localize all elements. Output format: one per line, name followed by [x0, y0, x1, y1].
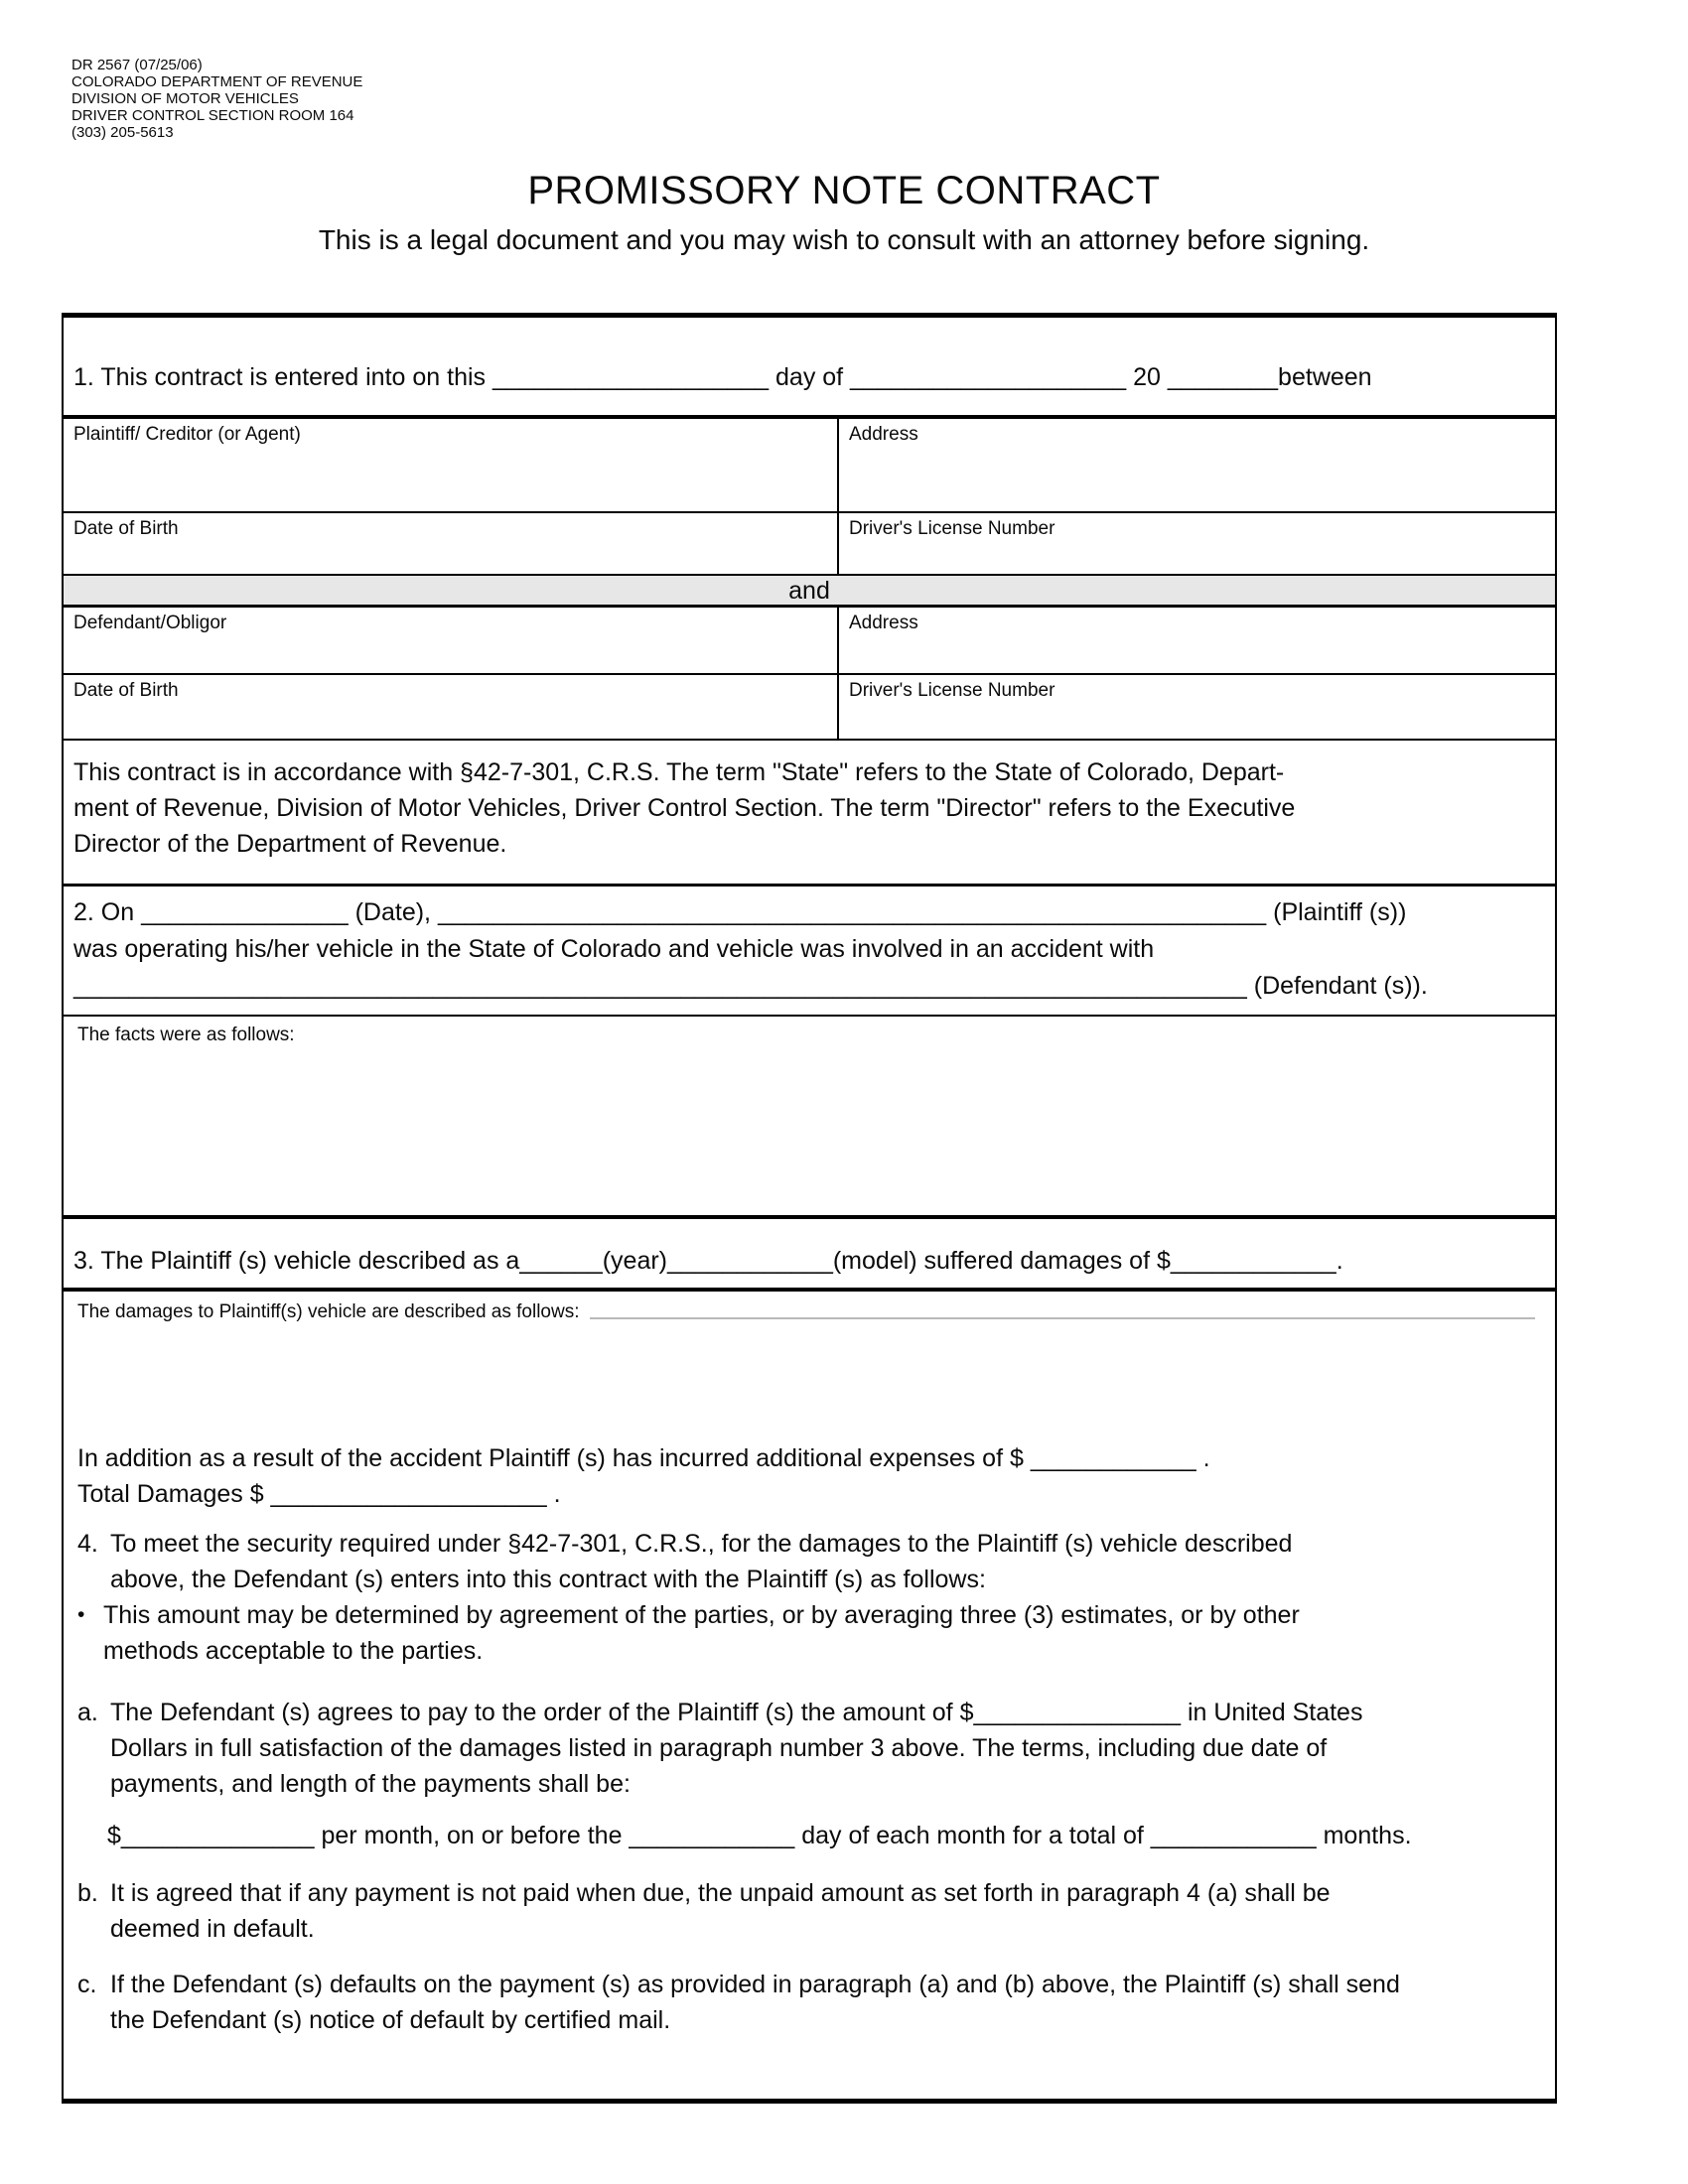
item-a-line-1: The Defendant (s) agrees to pay to the order of the Plaintiff (s) the amount of $_______________ in United States — [110, 1699, 1363, 1726]
plaintiff-name-address-row — [64, 419, 1555, 511]
defendant-name-label: Defendant/Obligor — [73, 613, 227, 633]
defendant-dob-license-row — [64, 673, 1555, 739]
item-b — [77, 1875, 1541, 1947]
item-b-marker: b. — [77, 1879, 98, 1907]
section2-line-3: _____________________________________________________________________________________ (Defendant (s)). — [73, 972, 1428, 1000]
damages-detail-box — [64, 1292, 1555, 2099]
item-c-line-2: the Defendant (s) notice of default by certified mail. — [110, 2006, 671, 2034]
item-a-line-2: Dollars in full satisfaction of the damages listed in paragraph number 3 above. The terms, including due date of — [110, 1734, 1328, 1762]
item-b-lines — [110, 1875, 1541, 1947]
plaintiff-dob-license-row — [64, 511, 1555, 574]
bullet-line-2: methods acceptable to the parties. — [103, 1637, 484, 1665]
bullet-lines — [103, 1597, 1541, 1669]
bullet-icon: • — [77, 1603, 85, 1626]
accordance-line-1: This contract is in accordance with §42-7-301, C.R.S. The term "State" refers to the State of Colorado, Depart- — [73, 758, 1285, 786]
section2-line-2: was operating his/her vehicle in the State of Colorado and vehicle was involved in an accident with — [73, 935, 1155, 963]
damages-description-writing-line — [590, 1317, 1535, 1319]
item-c-lines — [110, 1967, 1541, 2038]
section4-intro-lines — [110, 1526, 1541, 1597]
defendant-name-address-row — [64, 608, 1555, 673]
division-name: DIVISION OF MOTOR VEHICLES — [71, 90, 299, 107]
item-a-lines — [110, 1695, 1541, 1802]
agency-name: COLORADO DEPARTMENT OF REVENUE — [71, 73, 363, 90]
plaintiff-address-label: Address — [849, 424, 918, 445]
defendant-address-label: Address — [849, 613, 918, 633]
field-defendant-address[interactable] — [839, 608, 1555, 673]
section4-marker: 4. — [77, 1530, 98, 1558]
section4-intro — [77, 1526, 1541, 1597]
legal-notice-subtitle: This is a legal document and you may wish to consult with an attorney before signing. — [318, 224, 1370, 255]
section1-contract-date-line: 1. This contract is entered into on this ____________________ day of ____________________ 20 ________between — [64, 318, 1555, 419]
section4-intro-line-1: To meet the security required under §42-7-301, C.R.S., for the damages to the Plaintiff (s) vehicle described — [110, 1530, 1293, 1558]
item-b-line-1: It is agreed that if any payment is not paid when due, the unpaid amount as set forth in paragraph 4 (a) shall be — [110, 1879, 1331, 1907]
facts-label: The facts were as follows: — [77, 1024, 295, 1045]
form-number: DR 2567 (07/25/06) — [71, 57, 203, 73]
and-separator-row: and — [64, 574, 1555, 608]
field-plaintiff-address[interactable] — [839, 419, 1555, 511]
section2-line-1: 2. On _______________ (Date), ____________________________________________________________ (Plaintiff (s)) — [73, 898, 1407, 926]
item-c-marker: c. — [77, 1971, 97, 1998]
form-header-block — [71, 57, 362, 141]
page-title: PROMISSORY NOTE CONTRACT — [527, 169, 1161, 212]
section4-intro-line-2: above, the Defendant (s) enters into this contract with the Plaintiff (s) as follows: — [110, 1566, 986, 1593]
item-a-line-3: payments, and length of the payments shall be: — [110, 1770, 631, 1798]
plaintiff-license-label: Driver's License Number — [849, 518, 1055, 539]
plaintiff-dob-label: Date of Birth — [73, 518, 179, 539]
field-defendant-name[interactable] — [64, 608, 839, 673]
plaintiff-name-label: Plaintiff/ Creditor (or Agent) — [73, 424, 301, 445]
field-plaintiff-dob[interactable] — [64, 513, 839, 574]
defendant-license-label: Driver's License Number — [849, 680, 1055, 701]
field-defendant-license[interactable] — [839, 675, 1555, 739]
phone-number: (303) 205-5613 — [71, 124, 174, 141]
item-b-line-2: deemed in default. — [110, 1915, 315, 1943]
additional-expenses-line: In addition as a result of the accident Plaintiff (s) has incurred additional expenses of $ ____________ . — [77, 1444, 1210, 1472]
section2-accident-statement — [64, 887, 1555, 1017]
facts-entry-box[interactable] — [64, 1017, 1555, 1219]
item-c-line-1: If the Defendant (s) defaults on the payment (s) as provided in paragraph (a) and (b) above, the Plaintiff (s) shall send — [110, 1971, 1400, 1998]
contract-form-box — [62, 313, 1557, 2104]
payment-terms-line: $______________ per month, on or before the ____________ day of each month for a total of ____________ months. — [107, 1822, 1412, 1849]
item-a-marker: a. — [77, 1699, 98, 1726]
accordance-line-2: ment of Revenue, Division of Motor Vehicles, Driver Control Section. The term "Director" refers to the Executive — [73, 794, 1296, 822]
defendant-dob-label: Date of Birth — [73, 680, 179, 701]
field-plaintiff-license[interactable] — [839, 513, 1555, 574]
field-defendant-dob[interactable] — [64, 675, 839, 739]
accordance-paragraph — [64, 739, 1555, 887]
section-room: DRIVER CONTROL SECTION ROOM 164 — [71, 107, 354, 124]
damages-description-row[interactable] — [77, 1301, 1541, 1323]
item-a — [77, 1695, 1541, 1802]
bullet-line-1: This amount may be determined by agreement of the parties, or by averaging three (3) estimates, or by other — [103, 1601, 1300, 1629]
section4-bullet-item — [77, 1597, 1541, 1669]
damages-description-label: The damages to Plaintiff(s) vehicle are described as follows: — [77, 1301, 580, 1322]
item-c — [77, 1967, 1541, 2038]
accordance-line-3: Director of the Department of Revenue. — [73, 830, 507, 858]
field-plaintiff-name[interactable] — [64, 419, 839, 511]
total-damages-line: Total Damages $ ____________________ . — [77, 1480, 561, 1508]
section3-vehicle-damages-line: 3. The Plaintiff (s) vehicle described as a______(year)____________(model) suffered damages of $____________. — [64, 1219, 1555, 1292]
